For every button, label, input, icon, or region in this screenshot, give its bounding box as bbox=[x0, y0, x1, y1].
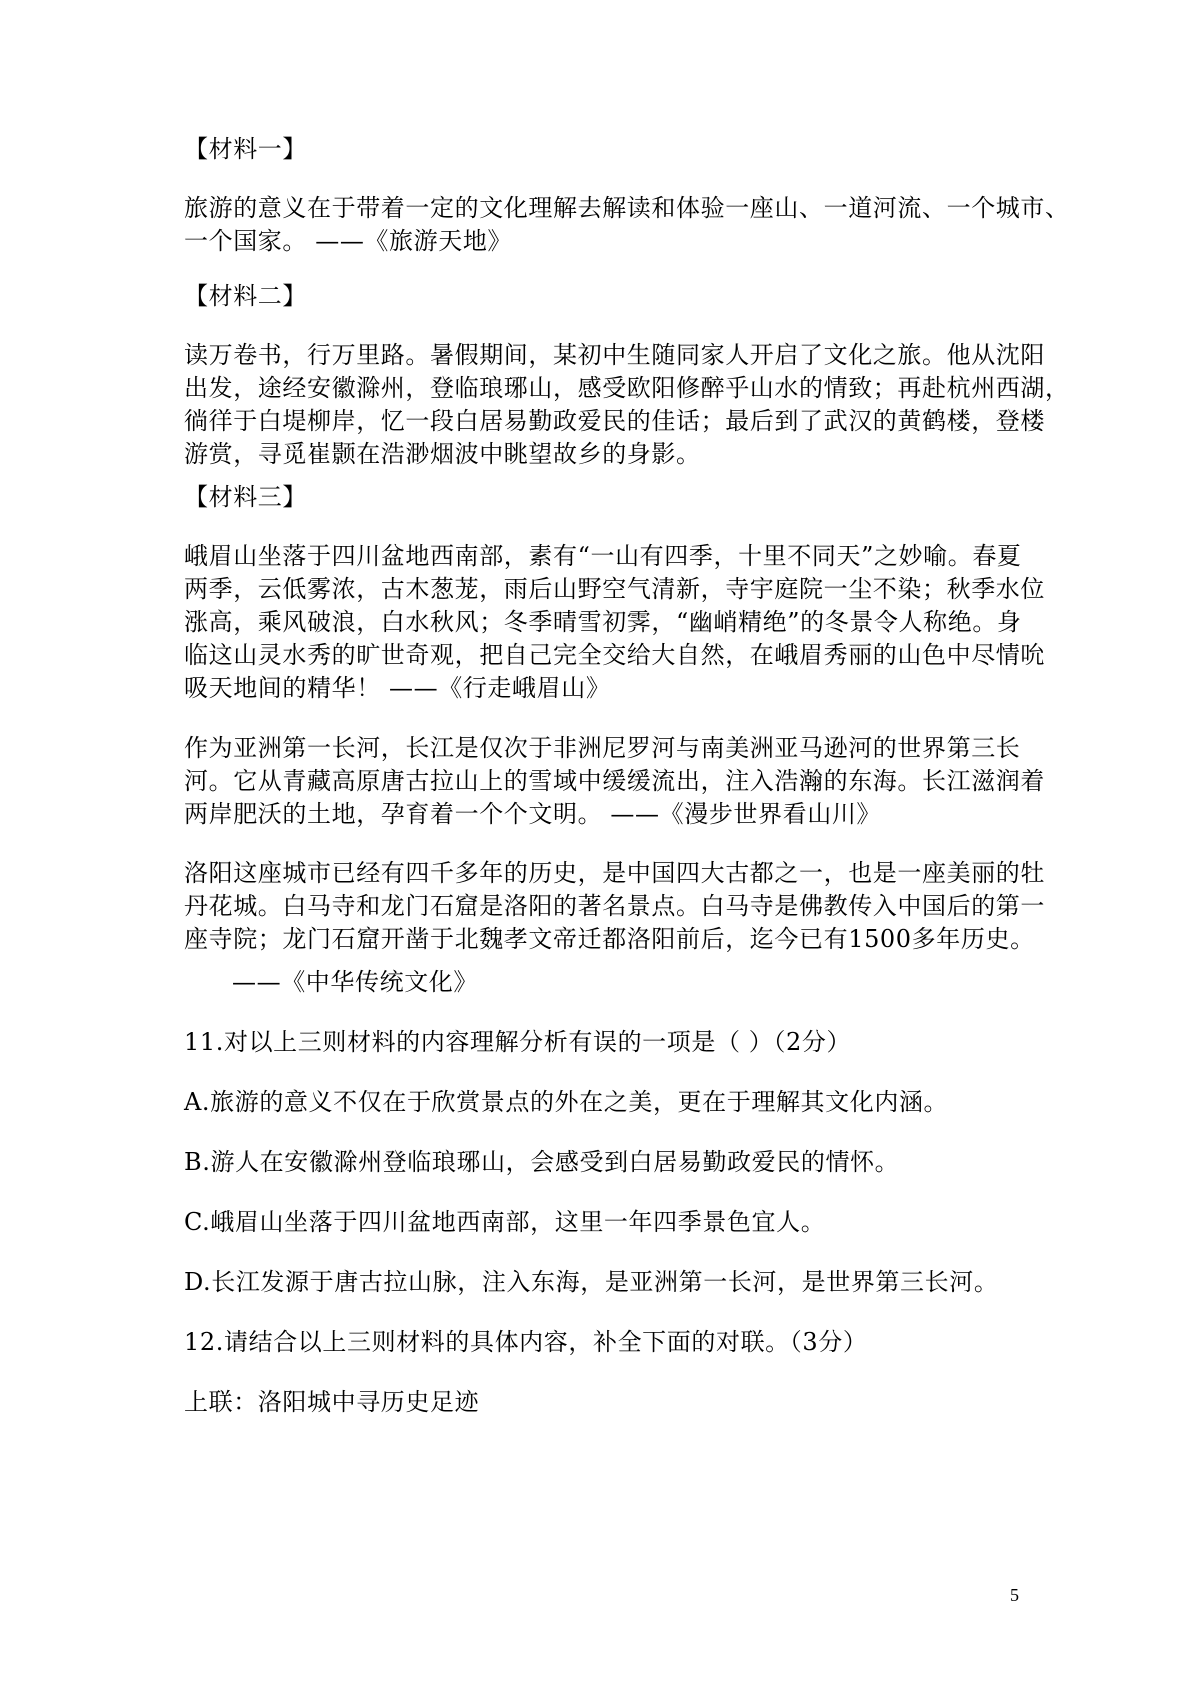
question12-upper-couplet bbox=[184, 1386, 1034, 1419]
question11-option-a bbox=[184, 1086, 1034, 1119]
material3-line: 座寺院；龙门石窟开凿于北魏孝文帝迁都洛阳前后，迄今已有1500多年历史。 bbox=[184, 925, 1035, 953]
material3-paragraph-emei bbox=[184, 540, 1045, 705]
material3-line: 作为亚洲第一长河，长江是仅次于非洲尼罗河与南美洲亚马逊河的世界第三长 bbox=[184, 734, 1021, 762]
material3-source bbox=[232, 966, 1082, 999]
upper-couplet-text: 上联：洛阳城中寻历史足迹 bbox=[184, 1388, 480, 1416]
material2-line: 读万卷书，行万里路。暑假期间，某初中生随同家人开启了文化之旅。他从沈阳 bbox=[184, 341, 1045, 369]
material3-line: 涨高，乘风破浪，白水秋风；冬季晴雪初霁，“幽峭精绝”的冬景令人称绝。身 bbox=[184, 608, 1022, 636]
material3-line: 吸天地间的精华！ ——《行走峨眉山》 bbox=[184, 674, 611, 702]
material3-heading-text: 【材料三】 bbox=[184, 483, 307, 511]
material1-line: 旅游的意义在于带着一定的文化理解去解读和体验一座山、一道河流、一个城市、 bbox=[184, 194, 1070, 222]
material3-line: 两岸肥沃的土地，孕育着一个个文明。 ——《漫步世界看山川》 bbox=[184, 800, 882, 828]
question11-stem-text: 11.对以上三则材料的内容理解分析有误的一项是（ ）（2分） bbox=[184, 1028, 852, 1056]
material1-heading-text: 【材料一】 bbox=[184, 135, 307, 163]
material1-heading bbox=[184, 133, 1034, 166]
material2-heading-text: 【材料二】 bbox=[184, 282, 307, 310]
material2-line: 出发，途经安徽滁州，登临琅琊山，感受欧阳修醉乎山水的情致；再赴杭州西湖， bbox=[184, 374, 1070, 402]
material3-line: 峨眉山坐落于四川盆地西南部，素有“一山有四季，十里不同天”之妙喻。春夏 bbox=[184, 542, 1022, 570]
material3-paragraph-luoyang bbox=[184, 857, 1045, 956]
question11-option-c bbox=[184, 1206, 1034, 1239]
question12-stem bbox=[184, 1326, 1034, 1359]
page-number: 5 bbox=[1010, 1585, 1019, 1605]
material3-line: 河。它从青藏高原唐古拉山上的雪域中缓缓流出，注入浩瀚的东海。长江滋润着 bbox=[184, 767, 1045, 795]
material3-heading bbox=[184, 481, 1034, 514]
material3-source-text: ——《中华传统文化》 bbox=[232, 968, 478, 996]
question11-option-d bbox=[184, 1266, 1034, 1299]
material2-line: 徜徉于白堤柳岸，忆一段白居易勤政爱民的佳话；最后到了武汉的黄鹤楼，登楼 bbox=[184, 407, 1045, 435]
option-text: B.游人在安徽滁州登临琅琊山，会感受到白居易勤政爱民的情怀。 bbox=[184, 1148, 900, 1176]
material3-line: 洛阳这座城市已经有四千多年的历史，是中国四大古都之一，也是一座美丽的牡 bbox=[184, 859, 1045, 887]
option-text: C.峨眉山坐落于四川盆地西南部，这里一年四季景色宜人。 bbox=[184, 1208, 826, 1236]
option-text: D.长江发源于唐古拉山脉，注入东海，是亚洲第一长河，是世界第三长河。 bbox=[184, 1268, 999, 1296]
question12-stem-text: 12.请结合以上三则材料的具体内容，补全下面的对联。（3分） bbox=[184, 1328, 868, 1356]
question11-option-b bbox=[184, 1146, 1034, 1179]
material3-line: 两季，云低雾浓，古木葱茏，雨后山野空气清新，寺宇庭院一尘不染；秋季水位 bbox=[184, 575, 1045, 603]
material1-paragraph bbox=[184, 192, 1070, 258]
material1-line: 一个国家。 ——《旅游天地》 bbox=[184, 227, 513, 255]
option-text: A.旅游的意义不仅在于欣赏景点的外在之美，更在于理解其文化内涵。 bbox=[184, 1088, 949, 1116]
material2-heading bbox=[184, 280, 1034, 313]
material3-paragraph-yangtze bbox=[184, 732, 1045, 831]
material3-line: 丹花城。白马寺和龙门石窟是洛阳的著名景点。白马寺是佛教传入中国后的第一 bbox=[184, 892, 1045, 920]
material2-line: 游赏，寻觅崔颢在浩渺烟波中眺望故乡的身影。 bbox=[184, 440, 701, 468]
material2-paragraph bbox=[184, 339, 1070, 471]
question11-stem bbox=[184, 1026, 1034, 1059]
material3-line: 临这山灵水秀的旷世奇观，把自己完全交给大自然，在峨眉秀丽的山色中尽情吮 bbox=[184, 641, 1045, 669]
